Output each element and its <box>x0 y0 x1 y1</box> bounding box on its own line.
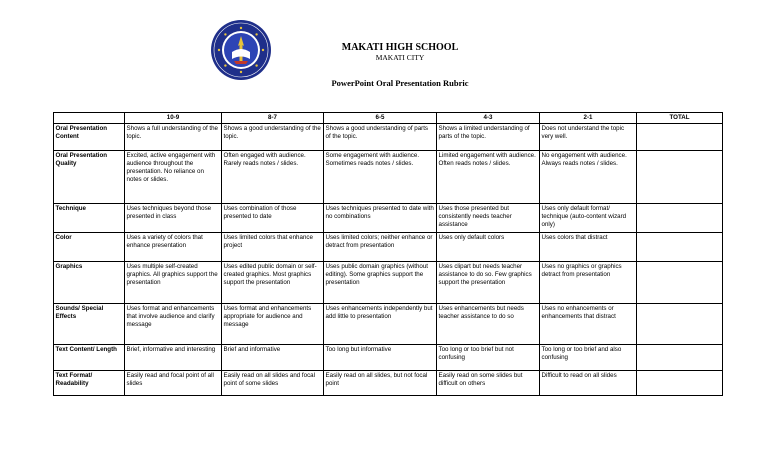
table-cell: Uses no graphics or graphics detract from presentation <box>540 262 637 304</box>
total-cell <box>637 151 723 204</box>
table-cell: Uses public domain graphics (without editing). Some graphics support the presentation <box>324 262 437 304</box>
table-cell: Shows a good understanding of the topic. <box>222 124 324 151</box>
table-cell: Uses enhancements but needs teacher assistance to do so <box>437 304 540 345</box>
header-row <box>54 113 723 124</box>
total-cell <box>637 304 723 345</box>
table-cell: Uses only default format/ technique (auto-content wizard only) <box>540 204 637 233</box>
table-cell: Limited engagement with audience. Often reads notes / slides. <box>437 151 540 204</box>
total-cell <box>637 233 723 262</box>
table-cell: Easily read on all slides and focal point of some slides <box>222 371 324 396</box>
table-cell: Uses multiple self-created graphics. All graphics support the presentation <box>125 262 222 304</box>
table-cell: Some engagement with audience. Sometimes reads notes / slides. <box>324 151 437 204</box>
table-cell: Shows a good understanding of parts of the topic. <box>324 124 437 151</box>
criterion-label: Color <box>54 233 125 262</box>
criterion-label: Text Content/ Length <box>54 345 125 371</box>
table-row <box>54 304 723 345</box>
column-header: 4-3 <box>437 113 540 124</box>
table-cell: Excited, active engagement with audience throughout the presentation. No reliance on notes or slides. <box>125 151 222 204</box>
table-cell: Uses format and enhancements that involve audience and clarify message <box>125 304 222 345</box>
criterion-label: Sounds/ Special Effects <box>54 304 125 345</box>
table-cell: Brief and informative <box>222 345 324 371</box>
table-cell: Uses clipart but needs teacher assistance to do so. Few graphics support the presentation <box>437 262 540 304</box>
rubric-table <box>53 112 723 396</box>
table-row <box>54 204 723 233</box>
column-header: 10-9 <box>125 113 222 124</box>
criterion-label: Graphics <box>54 262 125 304</box>
total-cell <box>637 204 723 233</box>
table-cell: Uses limited colors; neither enhance or detract from presentation <box>324 233 437 262</box>
table-cell: Uses colors that distract <box>540 233 637 262</box>
table-cell: No engagement with audience. Always reads notes / slides. <box>540 151 637 204</box>
table-cell: Shows a limited understanding of parts of the topic. <box>437 124 540 151</box>
column-header: 6-5 <box>324 113 437 124</box>
table-cell: Uses no enhancements or enhancements that distract <box>540 304 637 345</box>
table-row <box>54 151 723 204</box>
table-cell: Too long or too brief and also confusing <box>540 345 637 371</box>
table-cell: Too long or too brief but not confusing <box>437 345 540 371</box>
table-cell: Often engaged with audience. Rarely reads notes / slides. <box>222 151 324 204</box>
table-row <box>54 345 723 371</box>
total-cell <box>637 262 723 304</box>
table-row <box>54 262 723 304</box>
table-cell: Brief, informative and interesting <box>125 345 222 371</box>
criterion-label: Technique <box>54 204 125 233</box>
table-cell: Easily read on all slides, but not focal point <box>324 371 437 396</box>
table-cell: Uses those presented but consistently needs teacher assistance <box>437 204 540 233</box>
table-cell: Shows a full understanding of the topic. <box>125 124 222 151</box>
table-cell: Does not understand the topic very well. <box>540 124 637 151</box>
column-header: 2-1 <box>540 113 637 124</box>
column-header: TOTAL <box>637 113 723 124</box>
table-row <box>54 233 723 262</box>
table-cell: Easily read and focal point of all slides <box>125 371 222 396</box>
table-cell: Uses limited colors that enhance project <box>222 233 324 262</box>
table-cell: Uses edited public domain or self-created graphics. Most graphics support the presentation <box>222 262 324 304</box>
column-header: 8-7 <box>222 113 324 124</box>
table-cell: Uses format and enhancements appropriate for audience and message <box>222 304 324 345</box>
rubric-title: PowerPoint Oral Presentation Rubric <box>331 78 469 88</box>
table-cell: Uses combination of those presented to date <box>222 204 324 233</box>
table-cell: Easily read on some slides but difficult on others <box>437 371 540 396</box>
table-row <box>54 124 723 151</box>
school-name: MAKATI HIGH SCHOOL <box>341 42 459 53</box>
criterion-label: Oral Presentation Content <box>54 124 125 151</box>
criterion-label: Text Format/ Readability <box>54 371 125 396</box>
total-cell <box>637 345 723 371</box>
table-cell: Too long but informative <box>324 345 437 371</box>
table-cell: Uses a variety of colors that enhance presentation <box>125 233 222 262</box>
table-cell: Uses enhancements independently but add little to presentation <box>324 304 437 345</box>
school-seal-icon <box>210 19 272 81</box>
total-cell <box>637 371 723 396</box>
table-cell: Difficult to read on all slides <box>540 371 637 396</box>
table-cell: Uses only default colors <box>437 233 540 262</box>
column-header <box>54 113 125 124</box>
criterion-label: Oral Presentation Quality <box>54 151 125 204</box>
table-cell: Uses techniques beyond those presented in class <box>125 204 222 233</box>
total-cell <box>637 124 723 151</box>
table-cell: Uses techniques presented to date with no combinations <box>324 204 437 233</box>
school-city: MAKATI CITY <box>375 53 425 62</box>
table-row <box>54 371 723 396</box>
